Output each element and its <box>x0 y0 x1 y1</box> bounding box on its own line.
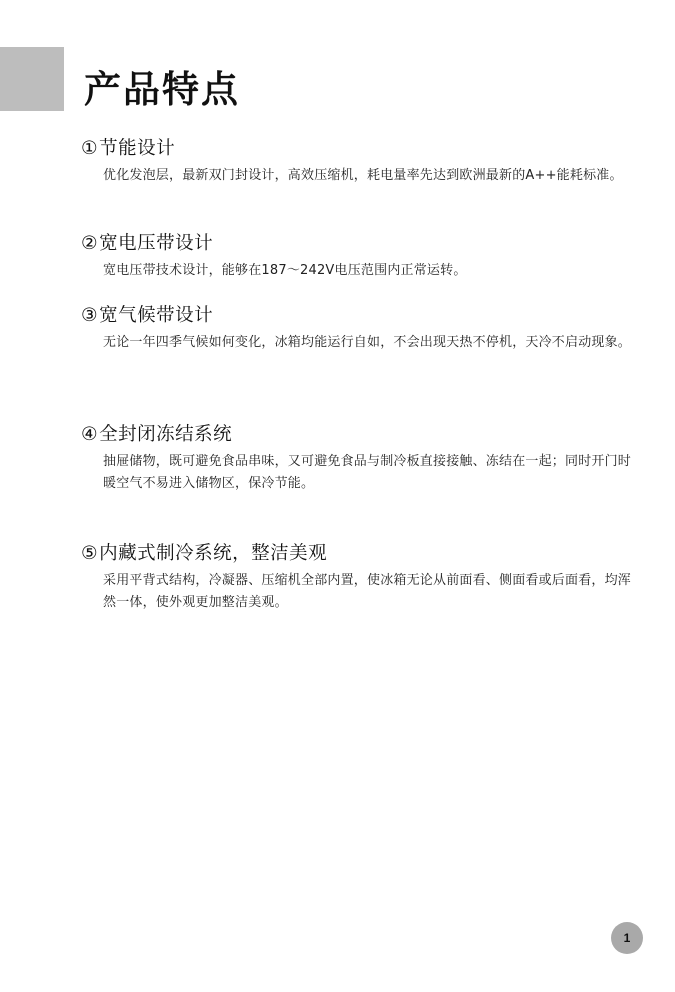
feature-title: 全封闭冻结系统 <box>99 424 233 445</box>
feature-description: 无论一年四季气候如何变化，冰箱均能运行自如，不会出现天热不停机，天冷不启动现象。 <box>103 335 632 350</box>
feature-number: ② <box>81 233 99 254</box>
feature-heading <box>81 304 641 328</box>
feature-description: 采用平背式结构，冷凝器、压缩机全部内置，使冰箱无论从前面看、侧面看或后面看，均浑然一体，使外观更加整洁美观。 <box>103 573 632 610</box>
feature-title: 节能设计 <box>99 138 176 159</box>
feature-heading <box>81 423 641 447</box>
feature-number: ③ <box>81 305 99 326</box>
feature-number: ① <box>81 138 99 159</box>
feature-heading <box>81 137 641 161</box>
feature-wide-climate <box>81 304 641 354</box>
feature-description: 宽电压带技术设计，能够在187～242V电压范围内正常运转。 <box>103 263 467 278</box>
feature-heading <box>81 232 641 256</box>
page-title: 产品特点 <box>84 68 240 111</box>
feature-title: 宽气候带设计 <box>99 305 214 326</box>
feature-energy-saving <box>81 137 641 187</box>
feature-title: 内藏式制冷系统，整洁美观 <box>99 543 328 564</box>
feature-hidden-refrigeration <box>81 542 641 614</box>
page-number-badge: 1 <box>611 922 643 954</box>
feature-description: 优化发泡层，最新双门封设计，高效压缩机，耗电量率先达到欧洲最新的A++能耗标准。 <box>103 168 623 183</box>
corner-block <box>0 47 64 111</box>
feature-number: ④ <box>81 424 99 445</box>
feature-title: 宽电压带设计 <box>99 233 214 254</box>
feature-wide-voltage <box>81 232 641 282</box>
feature-description: 抽屉储物，既可避免食品串味，又可避免食品与制冷板直接接触、冻结在一起；同时开门时暖空气不易进入储物区，保冷节能。 <box>103 454 632 491</box>
feature-sealed-freezing <box>81 423 641 495</box>
feature-heading <box>81 542 641 566</box>
feature-number: ⑤ <box>81 543 99 564</box>
